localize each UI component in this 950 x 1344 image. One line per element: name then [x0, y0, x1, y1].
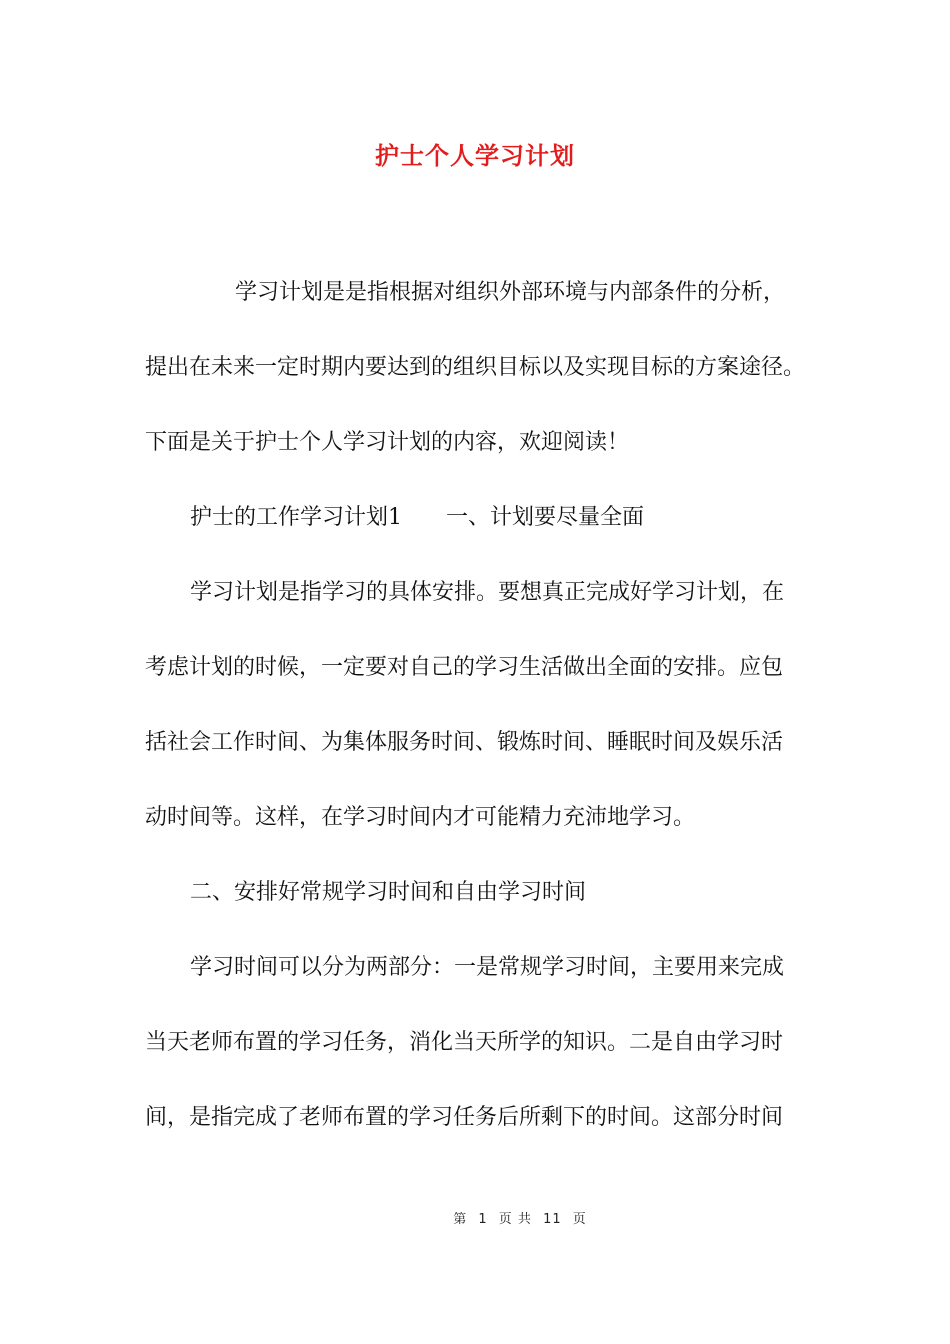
- paragraph-line: 间，是指完成了老师布置的学习任务后所剩下的时间。这部分时间: [145, 1105, 784, 1130]
- page-footer: [0, 1208, 950, 1227]
- footer-page-number: 1: [478, 1212, 488, 1227]
- footer-total-pages: 11: [543, 1212, 562, 1227]
- paragraph-line: 提出在未来一定时期内要达到的组织目标以及实现目标的方案途径。: [145, 355, 806, 380]
- paragraph-line: 下面是关于护士个人学习计划的内容，欢迎阅读！: [145, 430, 630, 455]
- paragraph-line: 动时间等。这样，在学习时间内才可能精力充沛地学习。: [145, 805, 696, 830]
- paragraph-line: 学习计划是指学习的具体安排。要想真正完成好学习计划，在: [190, 580, 785, 605]
- footer-prefix: 第: [453, 1212, 468, 1227]
- footer-middle: 页 共: [498, 1212, 532, 1227]
- paragraph-line: 学习时间可以分为两部分：一是常规学习时间，主要用来完成: [190, 955, 785, 980]
- document-title: 护士个人学习计划: [375, 141, 575, 170]
- paragraph-line: 考虑计划的时候，一定要对自己的学习生活做出全面的安排。应包: [145, 655, 784, 680]
- paragraph-line: 括社会工作时间、为集体服务时间、锻炼时间、睡眠时间及娱乐活: [145, 730, 784, 755]
- paragraph-line: 学习计划是是指根据对组织外部环境与内部条件的分析，: [235, 280, 786, 305]
- section-heading-line: 二、安排好常规学习时间和自由学习时间: [190, 880, 587, 905]
- section-heading-line: 护士的工作学习计划1 一、计划要尽量全面: [190, 505, 644, 530]
- paragraph-line: 当天老师布置的学习任务，消化当天所学的知识。二是自由学习时: [145, 1030, 784, 1055]
- footer-suffix: 页: [572, 1212, 587, 1227]
